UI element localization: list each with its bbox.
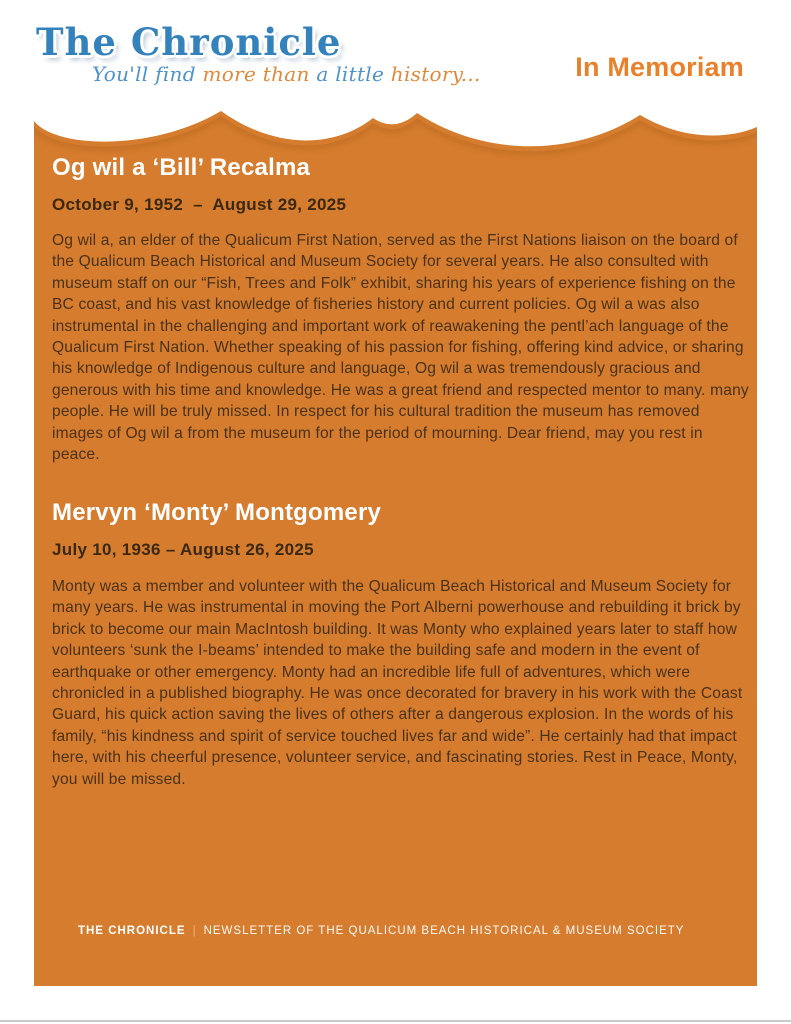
- memorial-name: Mervyn ‘Monty’ Montgomery: [52, 499, 382, 526]
- memorial-body: Og wil a, an elder of the Qualicum First Nation, served as the First Nations liaison on the board of the Qualicum Beach Historical and Museum Society for several years. He also consulted with museum staff on our “Fish, Trees and Folk” exhibit, sharing his years of experience fishing on the BC coast, and his vast knowledge of fisheries history and current policies. Og wil a was also instrumental in the challenging and important work of reawakening the pentl’ach language of the Qualicum First Nation. Whether speaking of his passion for fishing, offering kind advice, or sharing his knowledge of Indigenous culture and language, Og wil a was tremendously gracious and generous with his time and knowledge. He was a great friend and respected mentor to many. many people. He will be truly missed. In respect for his cultural tradition the museum has removed images of Og wil a from the museum for the period of mourning. Dear friend, may you rest in peace.: [52, 232, 749, 464]
- footer-brand: THE CHRONICLE: [78, 925, 186, 937]
- footer-text: NEWSLETTER OF THE QUALICUM BEACH HISTORICAL & MUSEUM SOCIETY: [203, 925, 685, 937]
- memorial-panel: [34, 105, 757, 986]
- footer-separator: |: [192, 925, 197, 937]
- memorial-dates: October 9, 1952 – August 29, 2025: [52, 195, 347, 214]
- memorial-name: Og wil a ‘Bill’ Recalma: [52, 154, 311, 181]
- page-bottom-edge: [0, 1020, 791, 1022]
- tagline-segment: a little: [316, 62, 391, 86]
- logo-tagline: [92, 62, 481, 86]
- memorial-body: Monty was a member and volunteer with the Qualicum Beach Historical and Museum Society for many years. He was instrumental in moving the Port Alberni powerhouse and rebuilding it brick by brick to become our main MacIntosh building. It was Monty who explained years later to staff how volunteers ‘sunk the I-beams’ intended to make the building safe and modern in the event of earthquake or other emergency. Monty had an incredible life full of adventures, which were chronicled in a published biography. He was once decorated for bravery in his work with the Coast Guard, his quick action saving the lives of others after a dangerous explosion. In the words of his family, “his kindness and spirit of service touched lives far and wide”. He certainly had that impact here, with his cheerful presence, volunteer service, and fascinating stories. Rest in Peace, Monty, you will be missed.: [52, 578, 743, 788]
- memorial-dates: July 10, 1936 – August 26, 2025: [52, 540, 314, 559]
- memorial-panel-content: [34, 105, 757, 986]
- tagline-segment: more than: [202, 62, 317, 86]
- tagline-segment: history...: [390, 62, 481, 86]
- panel-footer: [78, 925, 684, 937]
- in-memoriam-label: In Memoriam: [575, 52, 744, 82]
- logo-title: The Chronicle: [36, 20, 342, 64]
- tagline-segment: You'll find: [92, 62, 203, 86]
